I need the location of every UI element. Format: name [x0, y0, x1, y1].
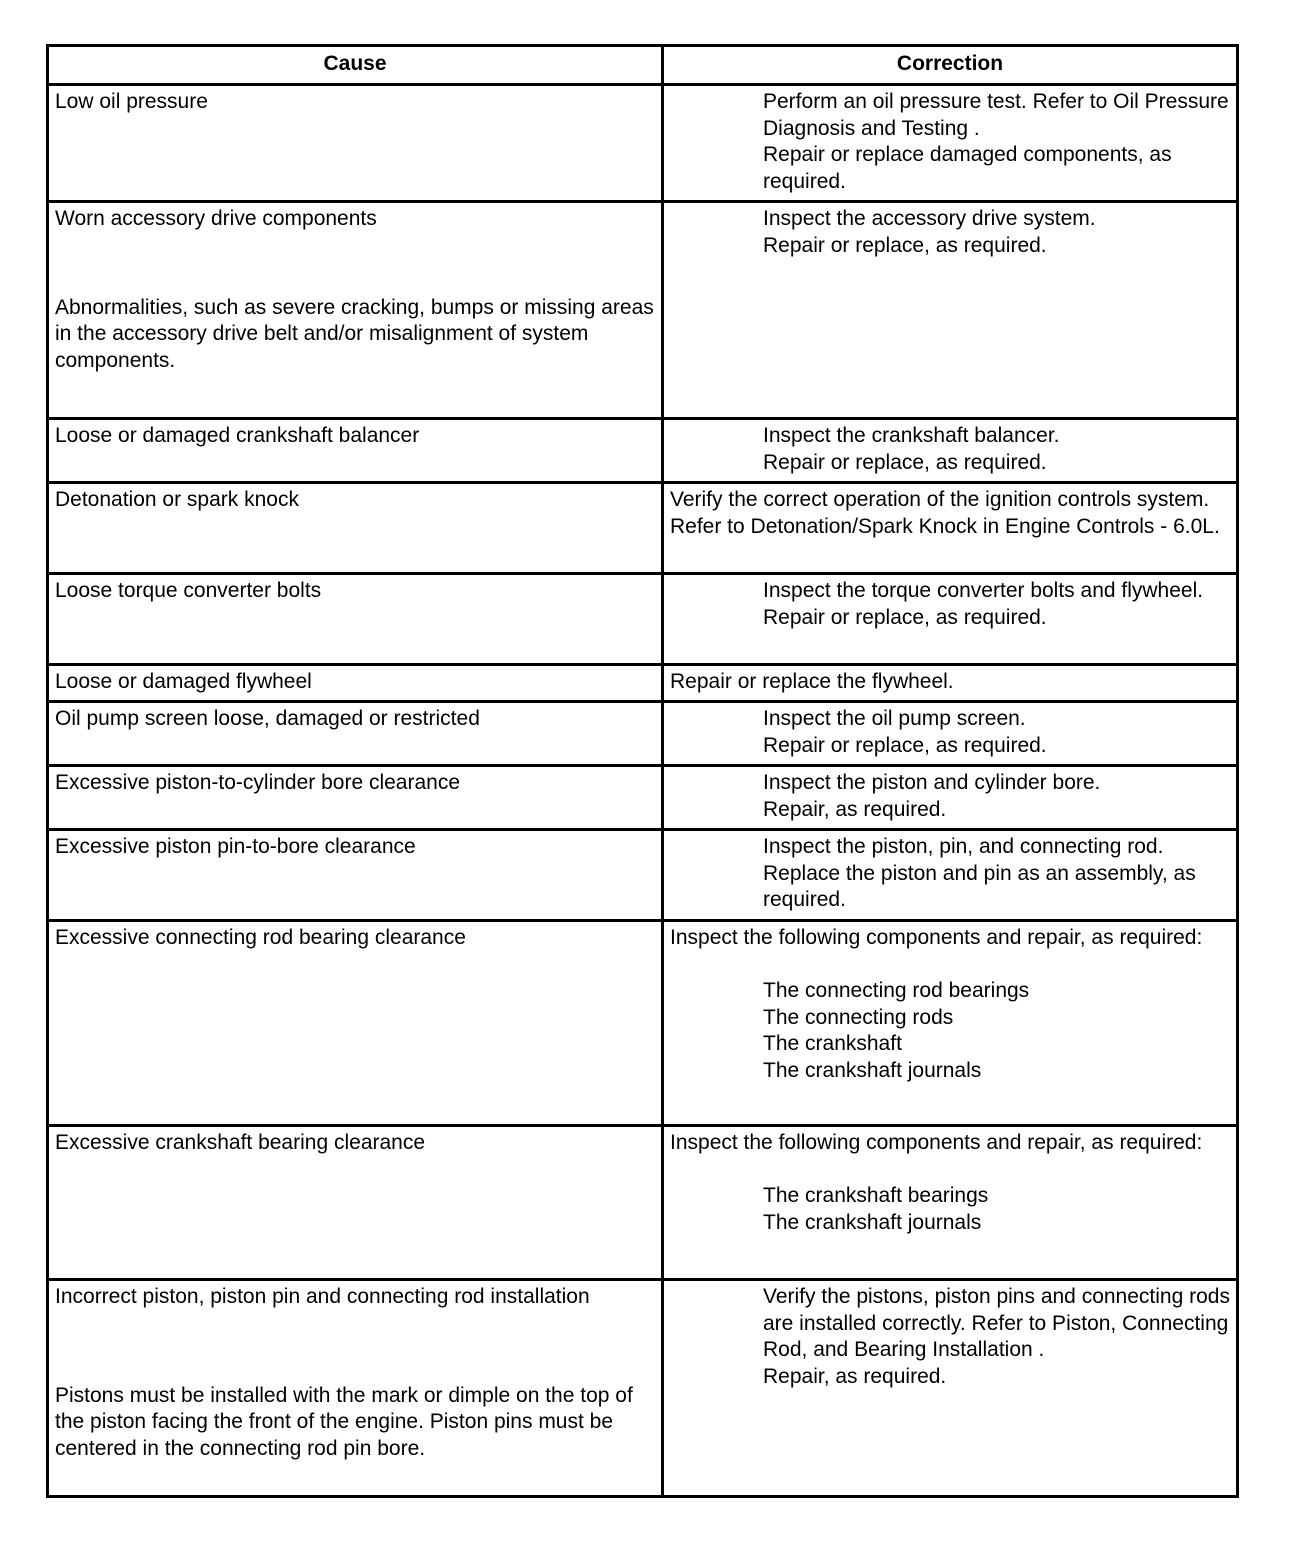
correction-cell: Inspect the piston, pin, and connecting rod. Replace the piston and pin as an assembly, as required. — [663, 830, 1238, 921]
table-row — [48, 1126, 1238, 1280]
correction-cell: Repair or replace the flywheel. — [663, 665, 1238, 702]
correction-cell: Verify the correct operation of the ignition controls system. Refer to Detonation/Spark Knock in Engine Controls - 6.0L. — [663, 483, 1238, 574]
cause-cell: Incorrect piston, piston pin and connecting rod installation Pistons must be installed with the mark or dimple on the top of the piston facing the front of the engine. Piston pins must be centered in the connecting rod pin bore. — [48, 1280, 663, 1497]
correction-cell: Inspect the torque converter bolts and flywheel. Repair or replace, as required. — [663, 574, 1238, 665]
cause-cell: Excessive piston-to-cylinder bore clearance — [48, 766, 663, 830]
table-row — [48, 202, 1238, 419]
diagnosis-table — [46, 44, 1239, 1498]
correction-cell: Inspect the piston and cylinder bore. Repair, as required. — [663, 766, 1238, 830]
table-row — [48, 830, 1238, 921]
table-row — [48, 665, 1238, 702]
correction-cell: Perform an oil pressure test. Refer to Oil Pressure Diagnosis and Testing . Repair or replace damaged components, as required. — [663, 85, 1238, 202]
cause-cell: Low oil pressure — [48, 85, 663, 202]
list-item: The crankshaft journals — [763, 1058, 982, 1082]
list-item: The connecting rods — [763, 1005, 954, 1029]
table-row — [48, 483, 1238, 574]
cause-cell: Excessive crankshaft bearing clearance — [48, 1126, 663, 1280]
header-cause: Cause — [48, 46, 663, 85]
list-item: The crankshaft — [763, 1032, 902, 1055]
table-row — [48, 766, 1238, 830]
cause-cell: Excessive piston pin-to-bore clearance — [48, 830, 663, 921]
table-row — [48, 85, 1238, 202]
correction-cell: Inspect the following components and repair, as required: The connecting rod bearings The connecting rods The crankshaft The crankshaft journals — [663, 921, 1238, 1126]
list-item: The crankshaft bearings — [763, 1184, 989, 1207]
header-correction: Correction — [663, 46, 1238, 85]
correction-cell: Inspect the crankshaft balancer. Repair or replace, as required. — [663, 419, 1238, 483]
list-item: The crankshaft journals — [763, 1210, 982, 1234]
cause-cell: Loose or damaged crankshaft balancer — [48, 419, 663, 483]
cause-cell: Loose or damaged flywheel — [48, 665, 663, 702]
cause-cell: Detonation or spark knock — [48, 483, 663, 574]
table-row — [48, 1280, 1238, 1497]
table-row — [48, 921, 1238, 1126]
list-item: The connecting rod bearings — [763, 979, 1030, 1002]
cause-cell: Loose torque converter bolts — [48, 574, 663, 665]
table-row — [48, 702, 1238, 766]
header-row — [48, 46, 1238, 85]
cause-cell: Excessive connecting rod bearing clearance — [48, 921, 663, 1126]
cause-cell: Worn accessory drive components Abnormalities, such as severe cracking, bumps or missing areas in the accessory drive belt and/or misalignment of system components. — [48, 202, 663, 419]
correction-cell: Verify the pistons, piston pins and connecting rods are installed correctly. Refer to Piston, Connecting Rod, and Bearing Installation . Repair, as required. — [663, 1280, 1238, 1497]
cause-cell: Oil pump screen loose, damaged or restricted — [48, 702, 663, 766]
correction-cell: Inspect the following components and repair, as required: The crankshaft bearings The crankshaft journals — [663, 1126, 1238, 1280]
table-row — [48, 419, 1238, 483]
correction-cell: Inspect the accessory drive system. Repair or replace, as required. — [663, 202, 1238, 419]
table-row — [48, 574, 1238, 665]
correction-cell: Inspect the oil pump screen. Repair or replace, as required. — [663, 702, 1238, 766]
